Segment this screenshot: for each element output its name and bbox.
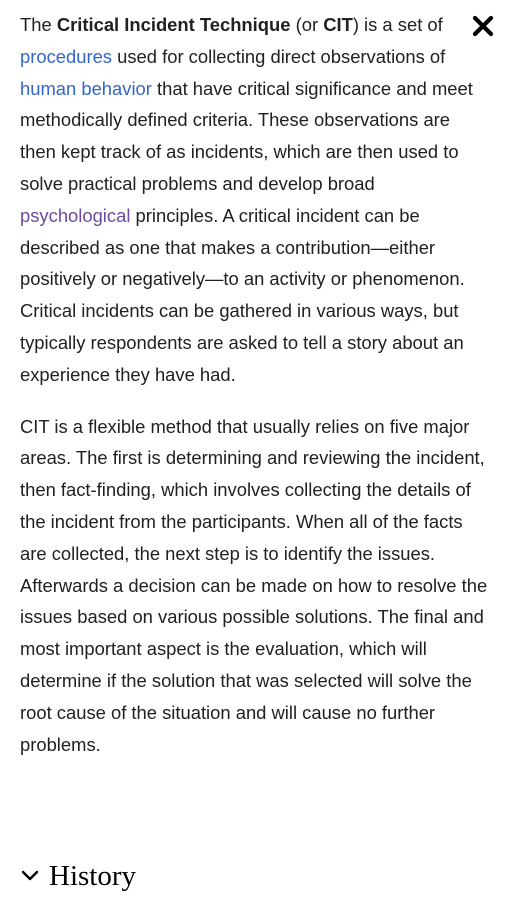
article-content <box>20 9 490 760</box>
text-run: that have critical significance and meet methodically defined criteria. These observations are then kept track of as incidents, which are then used to solve practical problems and develop broad <box>20 77 473 194</box>
link-procedures[interactable]: procedures <box>20 45 113 67</box>
chevron-down-icon <box>20 866 40 886</box>
link-psychological[interactable]: psychological <box>20 204 131 226</box>
close-icon <box>471 14 495 38</box>
intro-paragraph <box>20 9 490 391</box>
text-run: used for collecting direct observations of <box>112 45 446 67</box>
bold-term-critical-incident-technique: Critical Incident Technique <box>56 14 291 35</box>
text-run: The <box>20 14 57 35</box>
section-title: History <box>49 860 136 892</box>
text-run: principles. A critical incident can be described as one that makes a contribution—either positively or negatively—to an activity or phenomenon. Critical incidents can be gathered in various ways, but typically respondents are asked to tell a story about an experience they have had. <box>20 204 465 385</box>
text-run: (or <box>290 14 324 35</box>
link-human-behavior[interactable]: human behavior <box>20 77 152 99</box>
bold-term-cit: CIT <box>323 14 353 35</box>
section-heading-history[interactable] <box>20 856 136 896</box>
close-button[interactable] <box>470 13 496 39</box>
method-paragraph: CIT is a flexible method that usually relies on five major areas. The first is determining and reviewing the incident, then fact-finding, which involves collecting the details of the incident from the participants. When all of the facts are collected, the next step is to identify the issues. Afterwards a decision can be made on how to resolve the issues based on various possible solutions. The final and most important aspect is the evaluation, which will determine if the solution that was selected will solve the root cause of the situation and will cause no further problems. <box>20 415 488 755</box>
text-run: ) is a set of <box>352 14 443 35</box>
